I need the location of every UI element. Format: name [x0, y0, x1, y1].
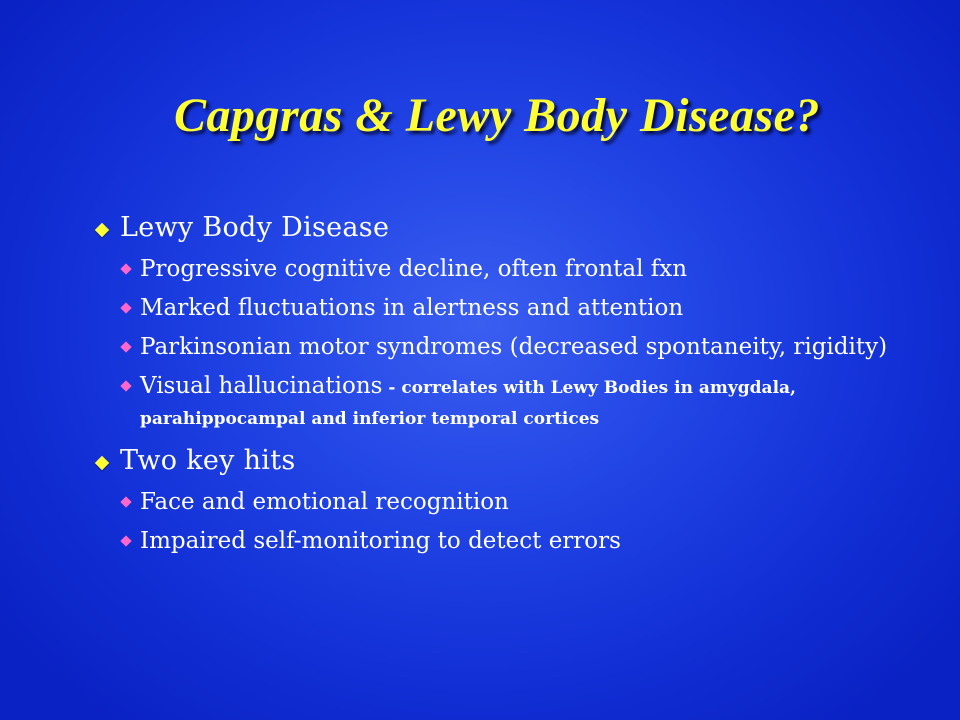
diamond-bullet-icon: [120, 263, 131, 274]
sub-item: [120, 294, 896, 323]
diamond-bullet-icon: [95, 223, 109, 237]
slide-content: [96, 211, 896, 556]
sub-item-text: Progressive cognitive decline, often frontal fxn: [140, 256, 688, 282]
diamond-bullet-icon: [120, 380, 131, 391]
bullet-label: Lewy Body Disease: [120, 212, 390, 243]
sub-item: [120, 372, 896, 434]
diamond-bullet-icon: [120, 302, 131, 313]
sub-list: [120, 488, 896, 556]
sub-item: [120, 255, 896, 284]
diamond-bullet-icon: [95, 456, 109, 470]
sub-item-text: Parkinsonian motor syndromes (decreased spontaneity, rigidity): [140, 334, 888, 360]
sub-item-text: Face and emotional recognition: [140, 489, 509, 515]
diamond-bullet-icon: [120, 341, 131, 352]
bullet-label: Two key hits: [120, 445, 296, 476]
diamond-bullet-icon: [120, 535, 131, 546]
sub-item: [120, 527, 896, 556]
sub-list: [120, 255, 896, 434]
sub-item-note: - correlates with Lewy Bodies in amygdala, parahippocampal and inferior temporal cortices: [140, 378, 796, 429]
slide-title: Capgras & Lewy Body Disease?: [174, 89, 820, 142]
sub-item-text: Impaired self-monitoring to detect errors: [140, 528, 621, 554]
sub-item: [120, 333, 896, 362]
sub-item-text: Visual hallucinations: [140, 373, 383, 399]
sub-item: [120, 488, 896, 517]
diamond-bullet-icon: [120, 496, 131, 507]
sub-item-text: Marked fluctuations in alertness and attention: [140, 295, 684, 321]
bullet-item-lewy-body-disease: [96, 211, 896, 245]
bullet-item-two-key-hits: [96, 444, 896, 478]
